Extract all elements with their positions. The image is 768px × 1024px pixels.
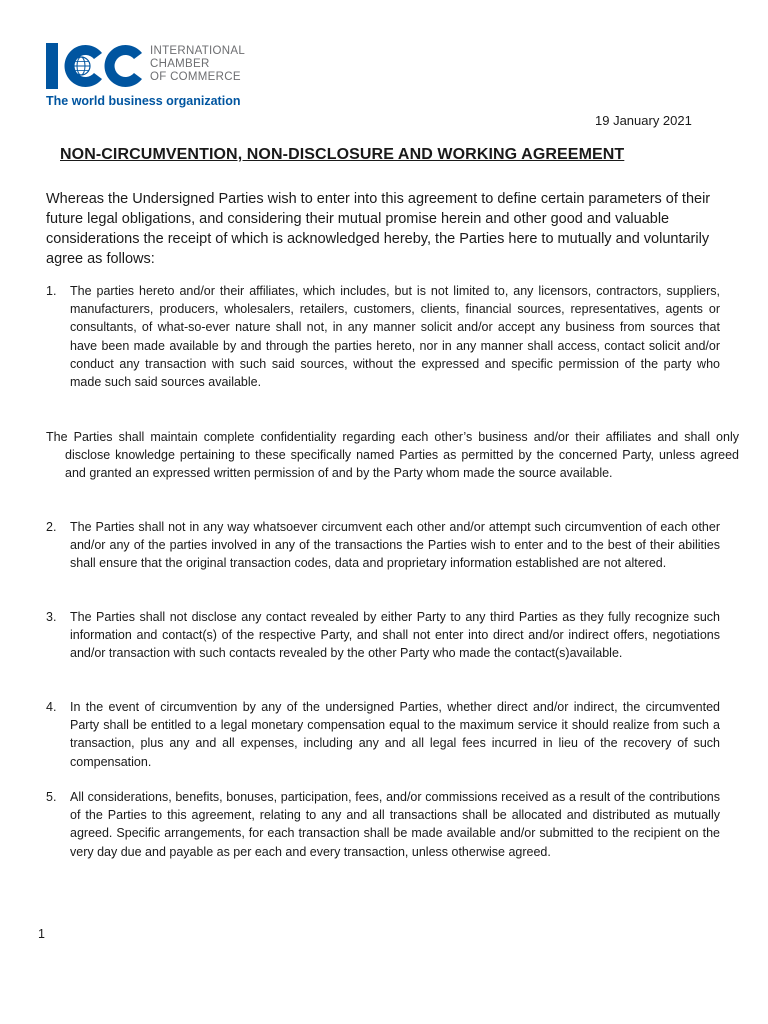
clause-number: 4. xyxy=(46,700,57,714)
clause-number: 1. xyxy=(46,284,57,298)
logo-name-line: INTERNATIONAL xyxy=(150,45,246,57)
document-title: NON-CIRCUMVENTION, NON-DISCLOSURE AND WORKING AGREEMENT xyxy=(60,146,625,163)
clause-number: 2. xyxy=(46,520,57,534)
logo-name-line: OF COMMERCE xyxy=(150,71,241,83)
intro-paragraph: Whereas the Undersigned Parties wish to enter into this agreement to define certain parameters of their future legal obligations, and considering their mutual promise herein and other good and valuable considerations the receipt of which is acknowledged hereby, the Parties here to mutually and voluntarily agree as follows: xyxy=(46,191,711,267)
clause-text: The parties hereto and/or their affiliates, which includes, but is not limited to, any licensors, contractors, suppliers, manufacturers, producers, wholesalers, retailers, customers, clients, financial sources, representatives, agents or consultants, of what-so-ever nature shall not, in any manner solicit and/or accept any business from sources that have been made available by and through the parties hereto, nor in any manner shall access, contact solicit and/or conduct any transaction with such said sources, without the expressed and specific permission of the party who made such said sources available. xyxy=(70,284,720,390)
confidentiality-paragraph: The Parties shall maintain complete confidentiality regarding each other’s business and/or their affiliates and shall only disclose knowledge pertaining to these specifically named Parties as permitted by the concerned Party, unless agreed and granted an expressed written permission of and by the Party whom made the source available. xyxy=(46,430,739,481)
clause-number: 5. xyxy=(46,790,57,804)
clause-text: The Parties shall not in any way whatsoever circumvent each other and/or attempt such circumvention of each other and/or any of the parties involved in any of the transactions the Parties wish to enter and to the best of their abilities shall ensure that the original transaction codes, data and proprietary information established are not altered. xyxy=(70,520,720,571)
clause-text: The Parties shall not disclose any contact revealed by either Party to any third Parties as they fully recognize such information and contact(s) of the respective Party, and shall not enter into direct and/or indirect offers, negotiations and/or transaction with such contacts revealed by the other Party who made the contact(s)available. xyxy=(70,610,720,661)
clause-text: In the event of circumvention by any of the undersigned Parties, whether direct and/or indirect, the circumvented Party shall be entitled to a legal monetary compensation equal to the maximum service it should realize from such a transaction, plus any and all expenses, including any and all legal fees incurred in lieu of the recovery of such compensation. xyxy=(70,700,720,769)
logo-name-line: CHAMBER xyxy=(150,58,210,70)
icc-logo xyxy=(44,40,274,110)
page-number: 1 xyxy=(38,927,45,941)
clause-text: All considerations, benefits, bonuses, participation, fees, and/or commissions received as a result of the contributions of the Parties to this agreement, relating to any and all transactions shall be allocated and distributed as mutually agreed. Specific arrangements, for each transaction shall be made available and/or submitted to the recipient on the very day due and payable as per each and every transaction, unless otherwise agreed. xyxy=(70,790,720,859)
logo-tagline: The world business organization xyxy=(46,94,241,108)
icc-organization-name xyxy=(150,45,245,84)
clause-number: 3. xyxy=(46,610,57,624)
document-date: 19 January 2021 xyxy=(595,113,692,128)
icc-logo-mark xyxy=(44,40,144,92)
